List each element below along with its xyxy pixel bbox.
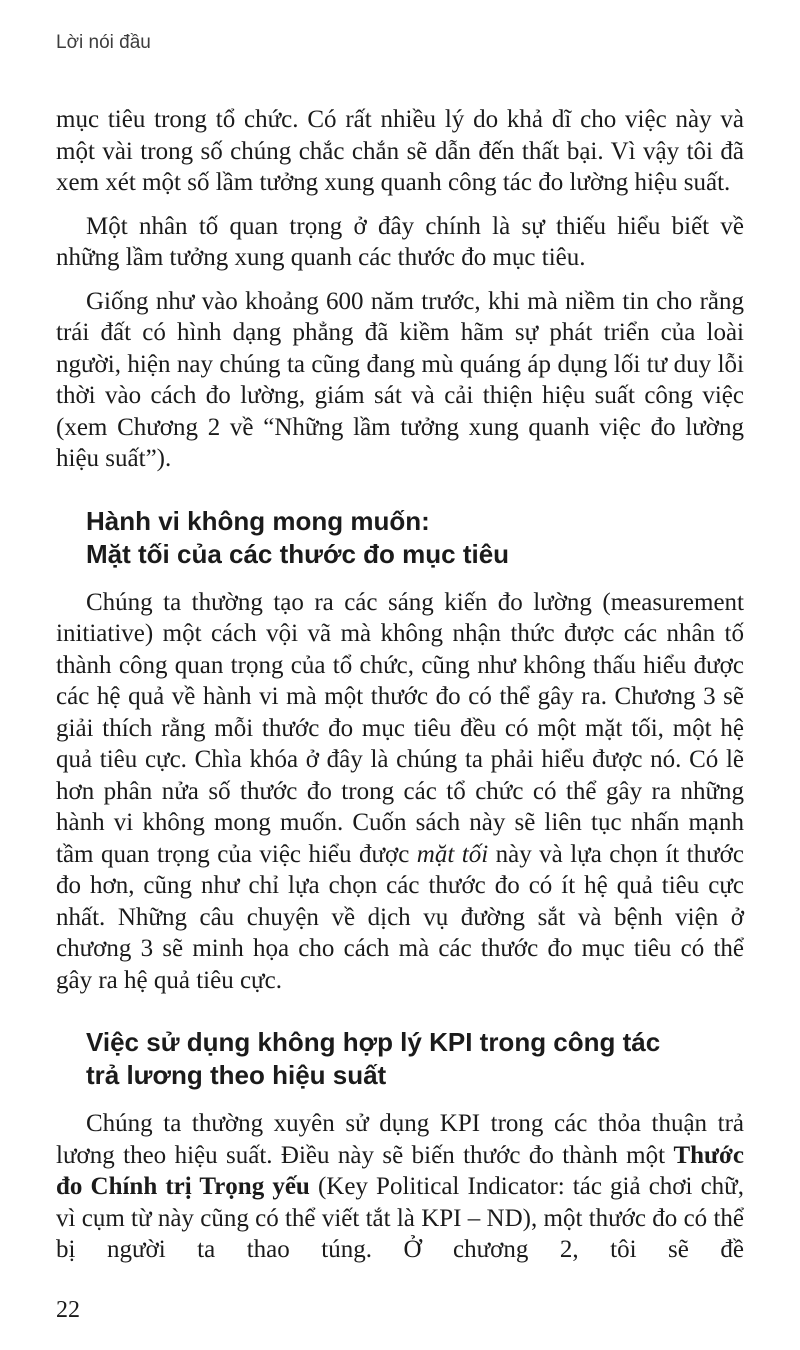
- bold-run: Thước đo Chính trị Trọng yếu: [56, 1141, 744, 1200]
- paragraph: [56, 1108, 744, 1266]
- content: [56, 104, 744, 1266]
- text-run: Giống như vào khoảng 600 năm trước, khi mà niềm tin cho rằng trái đất có hình dạng phẳng đã kiềm hãm sự phát triển của loài người, hiện nay chúng ta cũng đang mù quáng áp dụng lối tư duy lỗi thời vào cách đo lường, giám sát và cải thiện hiệu suất công việc (xem Chương 2 về “Những lầm tưởng xung quanh việc đo lường hiệu suất”).: [56, 287, 744, 472]
- paragraph: [56, 587, 744, 997]
- section-heading: Hành vi không mong muốn: Mặt tối của các thước đo mục tiêu: [86, 505, 510, 569]
- text-run: Chúng ta thường xuyên sử dụng KPI trong các thỏa thuận trả lương theo hiệu suất. Điều này sẽ biến thước đo thành một: [56, 1110, 744, 1169]
- text-run: (Key Political Indicator: tác giả chơi chữ, vì cụm từ này cũng có thể viết tắt là KPI – ND), một thước đo có thể bị người ta thao túng. Ở chương 2, tôi sẽ đề: [56, 1173, 744, 1263]
- running-header: Lời nói đầu: [56, 32, 151, 53]
- paragraph: [56, 286, 744, 475]
- paragraph: [56, 211, 744, 274]
- page-number: 22: [56, 1297, 80, 1323]
- section-heading: Việc sử dụng không hợp lý KPI trong công tác trả lương theo hiệu suất: [86, 1027, 661, 1090]
- text-run: mục tiêu trong tổ chức. Có rất nhiều lý do khả dĩ cho việc này và một vài trong số chúng chắc chắn sẽ dẫn đến thất bại. Vì vậy tôi đã xem xét một số lầm tưởng xung quanh công tác đo lường hiệu suất.: [56, 106, 744, 196]
- paragraph: [56, 104, 744, 199]
- text-run: Một nhân tố quan trọng ở đây chính là sự thiếu hiểu biết về những lầm tưởng xung quanh các thước đo mục tiêu.: [56, 212, 744, 271]
- italic-run: mặt tối: [416, 840, 489, 868]
- text-run: này và lựa chọn ít thước đo hơn, cũng như chỉ lựa chọn các thước đo có ít hệ quả tiêu cực nhất. Những câu chuyện về dịch vụ đường sắt và bệnh viện ở chương 3 sẽ minh họa cho cách mà các thước đo mục tiêu có thể gây ra hệ quả tiêu cực.: [56, 840, 744, 994]
- text-run: Chúng ta thường tạo ra các sáng kiến đo lường (measurement initiative) một cách vội vã mà không nhận thức được các nhân tố thành công quan trọng của tổ chức, cũng như không thấu hiểu được các hệ quả về hành vi mà một thước đo có thể gây ra. Chương 3 sẽ giải thích rằng mỗi thước đo mục tiêu đều có một mặt tối, một hệ quả tiêu cực. Chìa khóa ở đây là chúng ta phải hiểu được nó. Có lẽ hơn phân nửa số thước đo trong các tổ chức có thể gây ra những hành vi không mong muốn. Cuốn sách này sẽ liên tục nhấn mạnh tầm quan trọng của việc hiểu được: [56, 588, 744, 868]
